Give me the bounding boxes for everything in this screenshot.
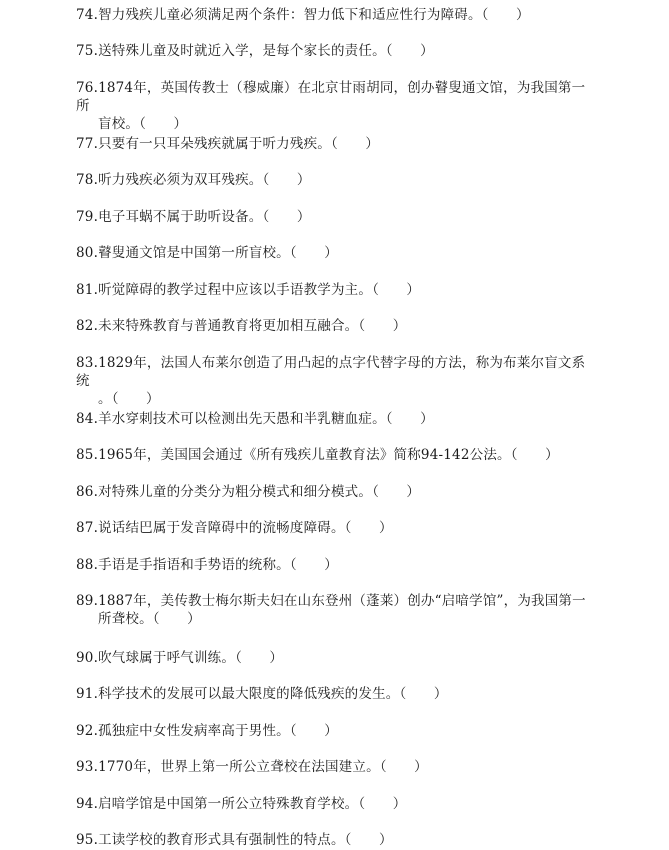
question-89-line1: 89.1887年，美传教士梅尔斯夫妇在山东登州（蓬莱）创办“启喑学馆”，为我国第一 (76, 593, 586, 609)
question-83 (76, 354, 596, 408)
question-76-line1: 76.1874年，英国传教士（穆威廉）在北京甘雨胡同，创办瞽叟通文馆，为我国第一所 (76, 80, 586, 114)
question-76 (76, 79, 596, 133)
question-79: 79.电子耳蜗不属于助听设备。（ ） (76, 209, 311, 225)
question-74: 74.智力残疾儿童必须满足两个条件：智力低下和适应性行为障碍。（ ） (76, 7, 530, 23)
question-76-line2: 盲校。（ ） (98, 116, 188, 132)
question-92: 92.孤独症中女性发病率高于男性。（ ） (76, 723, 338, 739)
question-78: 78.听力残疾必须为双耳残疾。（ ） (76, 172, 311, 188)
question-83-line2: 。（ ） (98, 391, 160, 407)
question-81: 81.听觉障碍的教学过程中应该以手语教学为主。（ ） (76, 282, 421, 298)
question-89-line2: 所聋校。（ ） (98, 611, 201, 627)
question-95: 95.工读学校的教育形式具有强制性的特点。（ ） (76, 832, 393, 848)
question-85: 85.1965年，美国国会通过《所有残疾儿童教育法》简称94-142公法。（ ） (76, 447, 559, 463)
question-86: 86.对特殊儿童的分类分为粗分模式和细分模式。（ ） (76, 484, 421, 500)
question-77: 77.只要有一只耳朵残疾就属于听力残疾。（ ） (76, 136, 380, 152)
question-93: 93.1770年，世界上第一所公立聋校在法国建立。（ ） (76, 759, 428, 775)
question-80: 80.瞽叟通文馆是中国第一所盲校。（ ） (76, 245, 338, 261)
question-82: 82.未来特殊教育与普通教育将更加相互融合。（ ） (76, 318, 407, 334)
question-88: 88.手语是手指语和手势语的统称。（ ） (76, 557, 338, 573)
question-83-line1: 83.1829年，法国人布莱尔创造了用凸起的点字代替字母的方法，称为布莱尔盲文系统 (76, 355, 586, 389)
question-90: 90.吹气球属于呼气训练。（ ） (76, 650, 284, 666)
question-91: 91.科学技术的发展可以最大限度的降低残疾的发生。（ ） (76, 686, 448, 702)
question-84: 84.羊水穿刺技术可以检测出先天愚和半乳糖血症。（ ） (76, 411, 434, 427)
question-89 (76, 592, 596, 628)
question-94: 94.启喑学馆是中国第一所公立特殊教育学校。（ ） (76, 796, 407, 812)
question-87: 87.说话结巴属于发音障碍中的流畅度障碍。（ ） (76, 520, 393, 536)
question-75: 75.送特殊儿童及时就近入学，是每个家长的责任。（ ） (76, 43, 434, 59)
